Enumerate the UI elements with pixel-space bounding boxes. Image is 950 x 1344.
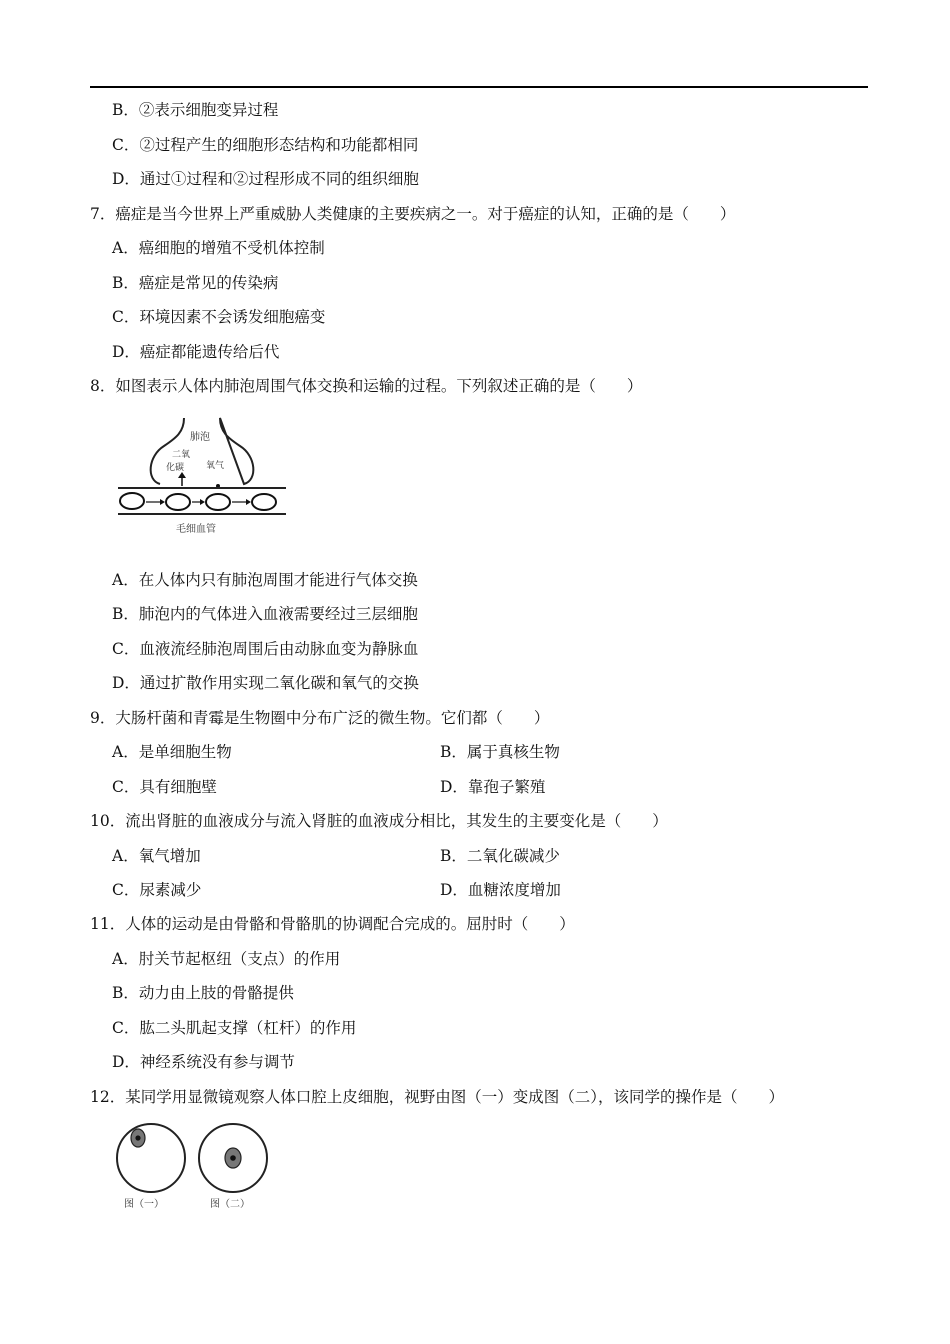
co2-label-top: 二氧 [172,450,191,460]
q8-option-c: C．血液流经肺泡周围后由动脉血变为静脉血 [112,640,419,658]
q10-option-a: A．氧气增加 [112,847,201,865]
q6-option-c: C．②过程产生的细胞形态结构和功能都相同 [112,136,419,154]
co2-label-bottom: 化碳 [166,463,185,473]
field-of-view-1 [117,1124,185,1192]
q9-option-a: A．是单细胞生物 [112,743,232,761]
capillary-label: 毛细血管 [176,524,216,535]
q6-option-b: B．②表示细胞变异过程 [112,101,279,119]
q8-option-b: B．肺泡内的气体进入血液需要经过三层细胞 [112,605,418,623]
q8-stem: 8．如图表示人体内肺泡周围气体交换和运输的过程。下列叙述正确的是（ ） [90,377,643,395]
q9-stem: 9．大肠杆菌和青霉是生物圈中分布广泛的微生物。它们都（ ） [90,709,550,727]
microscope-figure [112,1116,282,1216]
header-rule [90,86,868,88]
q9-option-c: C．具有细胞壁 [112,778,217,796]
q11-option-a: A．肘关节起枢纽（支点）的作用 [112,950,341,968]
q10-stem: 10．流出肾脏的血液成分与流入肾脏的血液成分相比，其发生的主要变化是（ ） [90,812,668,830]
q12-stem: 12．某同学用显微镜观察人体口腔上皮细胞，视野由图（一）变成图（二），该同学的操作是（ ） [90,1088,784,1106]
red-blood-cell [252,494,276,510]
q9-option-d: D．靠孢子繁殖 [440,778,546,796]
alveolus-figure [112,410,292,540]
figure-2-caption: 图（二） [210,1199,250,1210]
o2-label: 氧气 [206,461,225,471]
q7-option-b: B．癌症是常见的传染病 [112,274,279,292]
q7-option-d: D．癌症都能遗传给后代 [112,343,280,361]
q10-option-b: B．二氧化碳减少 [440,847,560,865]
q11-option-b: B．动力由上肢的骨骼提供 [112,984,294,1002]
red-blood-cell [166,494,190,510]
q11-option-d: D．神经系统没有参与调节 [112,1053,295,1071]
q11-option-c: C．肱二头肌起支撑（杠杆）的作用 [112,1019,357,1037]
alveolus-label: 肺泡 [190,432,210,443]
q7-option-a: A．癌细胞的增殖不受机体控制 [112,239,325,257]
q7-option-c: C．环境因素不会诱发细胞癌变 [112,308,326,326]
q8-option-a: A．在人体内只有肺泡周围才能进行气体交换 [112,571,418,589]
red-blood-cell [206,494,230,510]
red-blood-cell [120,493,144,509]
q6-option-d: D．通过①过程和②过程形成不同的组织细胞 [112,170,419,188]
q8-option-d: D．通过扩散作用实现二氧化碳和氧气的交换 [112,674,419,692]
nucleus-2 [230,1155,236,1161]
q9-option-b: B．属于真核生物 [440,743,560,761]
q10-option-c: C．尿素减少 [112,881,202,899]
q11-stem: 11．人体的运动是由骨骼和骨骼肌的协调配合完成的。屈肘时（ ） [90,915,575,933]
figure-1-caption: 图（一） [124,1199,164,1210]
nucleus-1 [135,1135,140,1140]
q10-option-d: D．血糖浓度增加 [440,881,561,899]
q7-stem: 7．癌症是当今世界上严重威胁人类健康的主要疾病之一。对于癌症的认知，正确的是（ ） [90,205,736,223]
